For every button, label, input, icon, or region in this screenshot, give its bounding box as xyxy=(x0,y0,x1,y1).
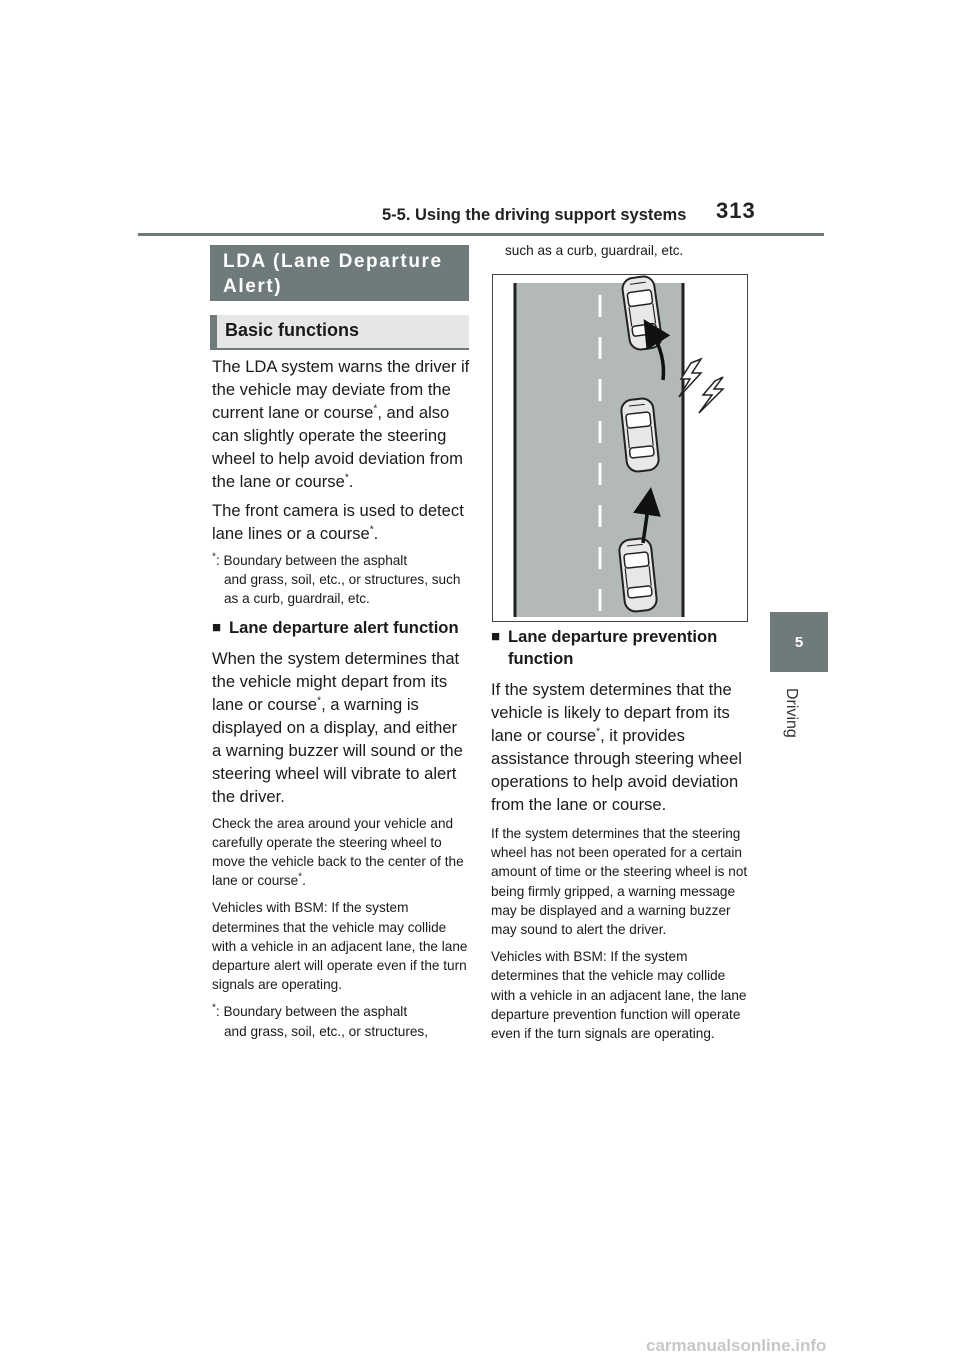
intro-paragraph xyxy=(212,355,470,493)
warning-lightning-icon-2 xyxy=(699,377,723,413)
footnote-mark: * xyxy=(344,472,349,484)
prevention-heading-text: Lane departure prevention function xyxy=(508,627,718,668)
lda-alert-text-b: , a warning is displayed on a display, and either a warning buzzer will sound or the steering wheel will vibrate to alert the driver. xyxy=(212,694,463,806)
car-middle xyxy=(620,398,659,473)
intro-text-a: The LDA system warns the driver if the vehicle may deviate from the current lane or course xyxy=(212,357,470,422)
lda-alert-text-a: When the system determines that the vehicle might depart from its lane or course xyxy=(212,648,460,714)
chapter-tab[interactable] xyxy=(770,612,828,672)
camera-text-a: The front camera is used to detect lane lines or a course xyxy=(212,501,464,543)
check-paragraph xyxy=(212,814,470,891)
subheading-basic-functions: Basic functions xyxy=(210,315,469,350)
header-section-title: 5-5. Using the driving support systems xyxy=(382,206,687,224)
footnote-1 xyxy=(212,551,470,609)
footnote-mark: * xyxy=(212,551,216,563)
chapter-number: 5 xyxy=(794,633,804,651)
chapter-label: Driving xyxy=(783,688,800,738)
bullet-square-icon: ■ xyxy=(212,618,222,636)
chapter-label-box xyxy=(768,680,828,760)
footnote-2 xyxy=(212,1002,470,1040)
footnote-2-text-a: : Boundary between the asphalt xyxy=(215,1004,408,1020)
left-column xyxy=(212,355,470,1049)
camera-text-b: . xyxy=(373,524,379,543)
footnote-mark: * xyxy=(369,524,374,536)
footnote-mark: * xyxy=(298,871,303,883)
intro-text-b: , and also can slightly operate the steering wheel to help avoid deviation from the lane or course xyxy=(212,403,463,491)
footnote-mark: * xyxy=(373,403,378,415)
check-text-b: . xyxy=(302,873,306,889)
lane-departure-illustration xyxy=(492,274,748,622)
footnote-1-text-a: : Boundary between the asphalt xyxy=(215,553,408,568)
right-column xyxy=(491,622,753,1051)
section-heading: LDA (Lane Departure Alert) xyxy=(210,245,469,301)
lda-alert-paragraph xyxy=(212,647,470,808)
prevention-text-a: If the system determines that the vehicle is likely to depart from its lane or course xyxy=(491,680,732,745)
watermark: carmanualsonline.info xyxy=(646,1336,827,1355)
bullet-square-icon: ■ xyxy=(491,628,501,645)
footnote-mark: * xyxy=(212,1002,216,1014)
bsm-paragraph-left: Vehicles with BSM: If the system determines that the vehicle may collide with a vehicle in an adjacent lane, the lane departure alert will operate even if the turn signals are operating. xyxy=(212,900,468,993)
footnote-mark: * xyxy=(596,726,601,738)
lane-departure-svg xyxy=(493,275,747,621)
bsm-paragraph-right: Vehicles with BSM: If the system determines that the vehicle may collide with a vehicle in an adjacent lane, the lane departure prevention function will operate even if the turn signals are operating. xyxy=(491,949,747,1042)
prevention-paragraph xyxy=(491,678,753,816)
header-rule xyxy=(138,233,824,236)
footnote-1-text-b: and grass, soil, etc., or structures, such as a curb, guardrail, etc. xyxy=(224,572,461,607)
footnote-2-text-b: and grass, soil, etc., or structures, xyxy=(224,1023,428,1039)
car-rear xyxy=(618,538,657,613)
prevention-text-b: , it provides assistance through steering wheel operations to help avoid deviation from the lane or course. xyxy=(491,726,742,814)
lda-alert-heading xyxy=(212,617,470,639)
footnote-2-text-c: such as a curb, guardrail, etc. xyxy=(505,243,684,258)
lda-alert-heading-text: Lane departure alert function xyxy=(229,617,459,637)
camera-paragraph xyxy=(212,499,470,545)
not-operated-paragraph: If the system determines that the steering wheel has not been operated for a certain amount of time or the steering wheel is not being firmly gripped, a warning message may be displayed and a warning buzzer may sound to alert the driver. xyxy=(491,826,748,938)
intro-text-c: . xyxy=(348,472,354,491)
check-text-a: Check the area around your vehicle and carefully operate the steering wheel to move the vehicle back to the center of the lane or course xyxy=(212,815,464,889)
footnote-2-continued xyxy=(491,241,767,260)
page-number: 313 xyxy=(716,198,756,223)
prevention-heading xyxy=(491,626,753,670)
footnote-mark: * xyxy=(317,695,322,707)
